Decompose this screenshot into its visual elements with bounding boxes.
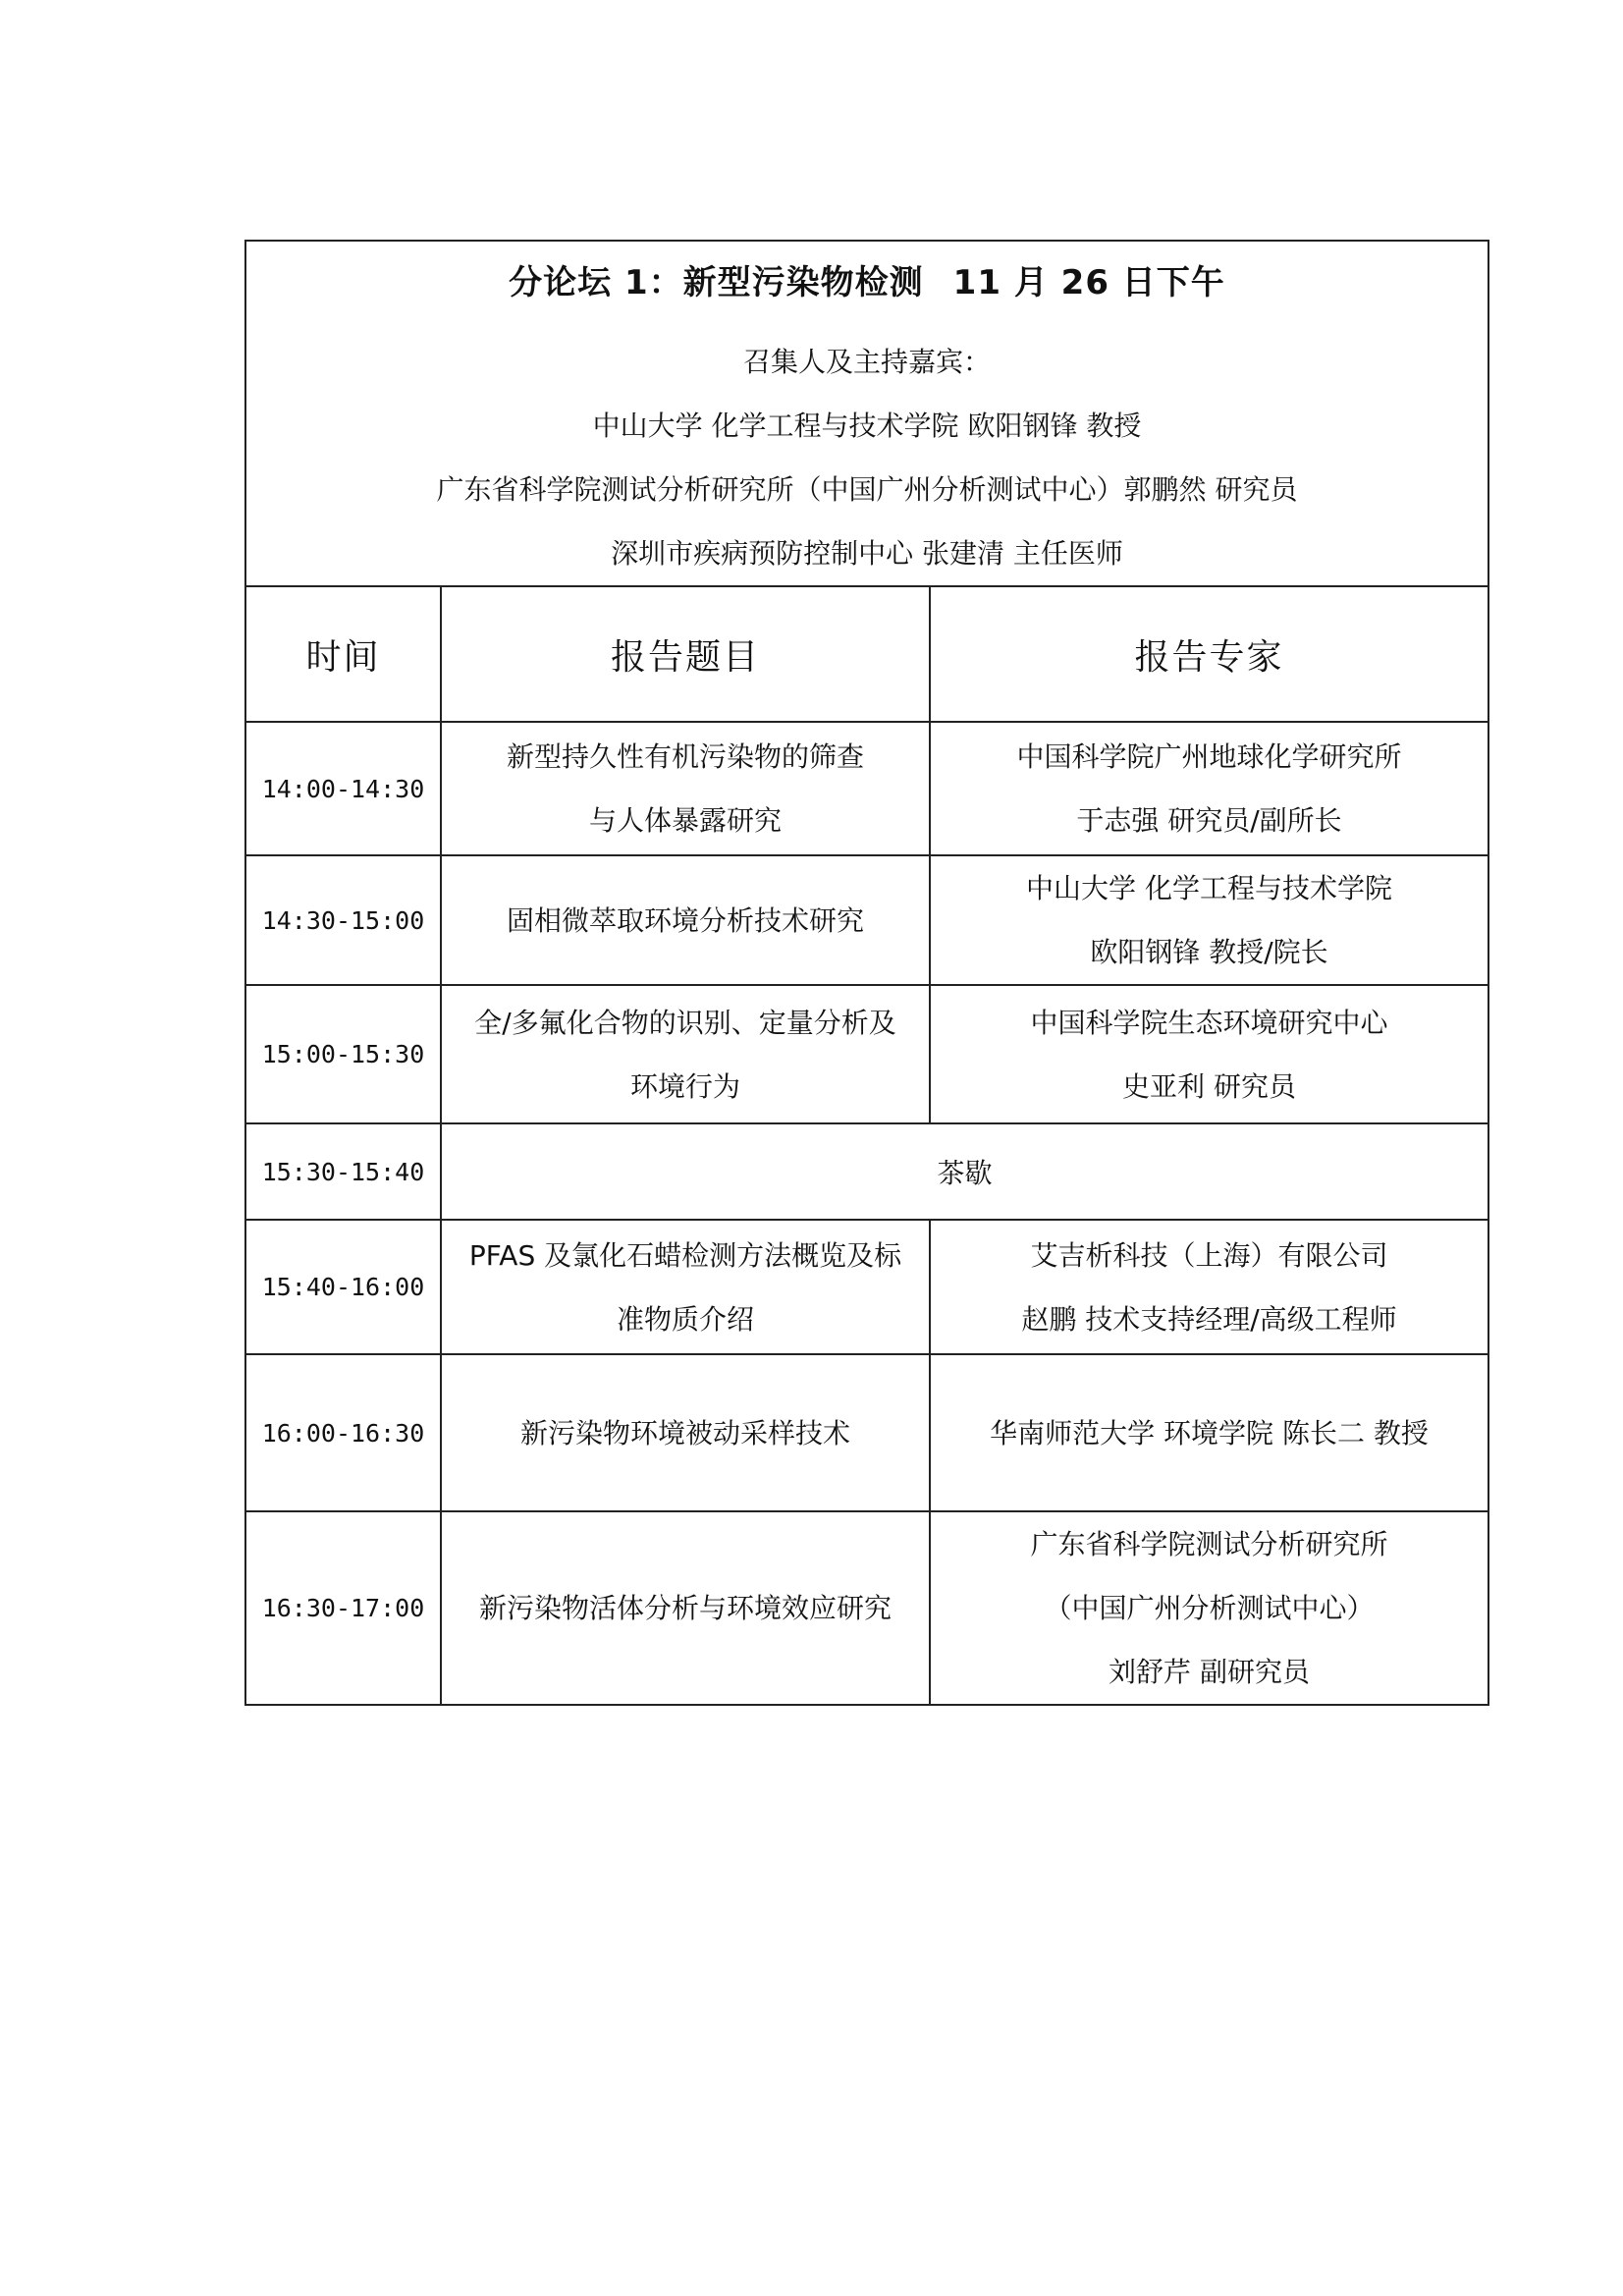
forum-date: 11 月 26 日下午: [952, 263, 1225, 302]
expert-line: 华南师范大学 环境学院 陈长二 教授: [990, 1416, 1429, 1449]
time-cell: 15:00-15:30: [245, 985, 441, 1123]
topic-cell: [441, 722, 930, 855]
topic-line: 固相微萃取环境分析技术研究: [506, 903, 864, 937]
expert-cell: [930, 1354, 1488, 1511]
forum-title-text: 分论坛 1：新型污染物检测: [509, 263, 924, 302]
topic-line: PFAS 及氯化石蜡检测方法概览及标: [468, 1238, 902, 1272]
expert-line: 欧阳钢锋 教授/院长: [1090, 936, 1328, 968]
convener-line: 深圳市疾病预防控制中心 张建清 主任医师: [611, 537, 1123, 570]
time-cell: 14:30-15:00: [245, 855, 441, 985]
expert-line: 中国科学院生态环境研究中心: [1030, 1006, 1388, 1039]
time-cell: 16:00-16:30: [245, 1354, 441, 1511]
forum-header-row: [245, 241, 1488, 586]
time-cell: 15:40-16:00: [245, 1220, 441, 1354]
column-header-expert: 报告专家: [930, 586, 1488, 722]
expert-cell: [930, 855, 1488, 985]
column-header-time: 时间: [245, 586, 441, 722]
topic-cell: [441, 985, 930, 1123]
time-cell: 14:00-14:30: [245, 722, 441, 855]
expert-line: 广东省科学院测试分析研究所: [1030, 1528, 1388, 1560]
topic-line: 与人体暴露研究: [588, 804, 782, 837]
time-cell: 15:30-15:40: [245, 1123, 441, 1220]
schedule-row: [245, 985, 1488, 1123]
break-row: [245, 1123, 1488, 1220]
expert-line: 史亚利 研究员: [1122, 1069, 1296, 1103]
forum-header: [245, 241, 1488, 586]
topic-cell: [441, 855, 930, 985]
tea-break-cell: 茶歇: [441, 1123, 1488, 1220]
topic-line: 环境行为: [629, 1069, 740, 1103]
schedule-row: [245, 722, 1488, 855]
topic-line: 新污染物活体分析与环境效应研究: [478, 1592, 892, 1624]
schedule-row: [245, 855, 1488, 985]
expert-cell: [930, 985, 1488, 1123]
expert-line: 艾吉析科技（上海）有限公司: [1030, 1238, 1388, 1272]
expert-line: 于志强 研究员/副所长: [1076, 804, 1342, 837]
forum-title: [509, 263, 1225, 302]
schedule-row: [245, 1511, 1488, 1705]
expert-cell: [930, 1511, 1488, 1705]
topic-line: 新型持久性有机污染物的筛查: [506, 740, 864, 773]
column-header-topic: 报告题目: [441, 586, 930, 722]
expert-cell: [930, 722, 1488, 855]
convener-line: 中山大学 化学工程与技术学院 欧阳钢锋 教授: [592, 410, 1142, 442]
schedule-row: [245, 1354, 1488, 1511]
schedule-table: [244, 240, 1489, 1706]
topic-cell: [441, 1511, 930, 1705]
conveners-label: 召集人及主持嘉宾：: [742, 346, 991, 378]
expert-line: 中山大学 化学工程与技术学院: [1026, 872, 1392, 904]
schedule-row: [245, 1220, 1488, 1354]
convener-line: 广东省科学院测试分析研究所（中国广州分析测试中心）郭鹏然 研究员: [436, 473, 1298, 506]
expert-line: 刘舒芹 副研究员: [1109, 1656, 1310, 1688]
topic-cell: [441, 1354, 930, 1511]
time-cell: 16:30-17:00: [245, 1511, 441, 1705]
expert-line: 中国科学院广州地球化学研究所: [1016, 740, 1402, 773]
expert-line: （中国广州分析测试中心）: [1044, 1592, 1375, 1624]
expert-line: 赵鹏 技术支持经理/高级工程师: [1021, 1302, 1397, 1336]
topic-cell: [441, 1220, 930, 1354]
expert-cell: [930, 1220, 1488, 1354]
topic-line: 准物质介绍: [616, 1302, 754, 1336]
topic-line: 新污染物环境被动采样技术: [519, 1416, 850, 1449]
column-header-row: [245, 586, 1488, 722]
topic-line: 全/多氟化合物的识别、定量分析及: [474, 1006, 896, 1039]
